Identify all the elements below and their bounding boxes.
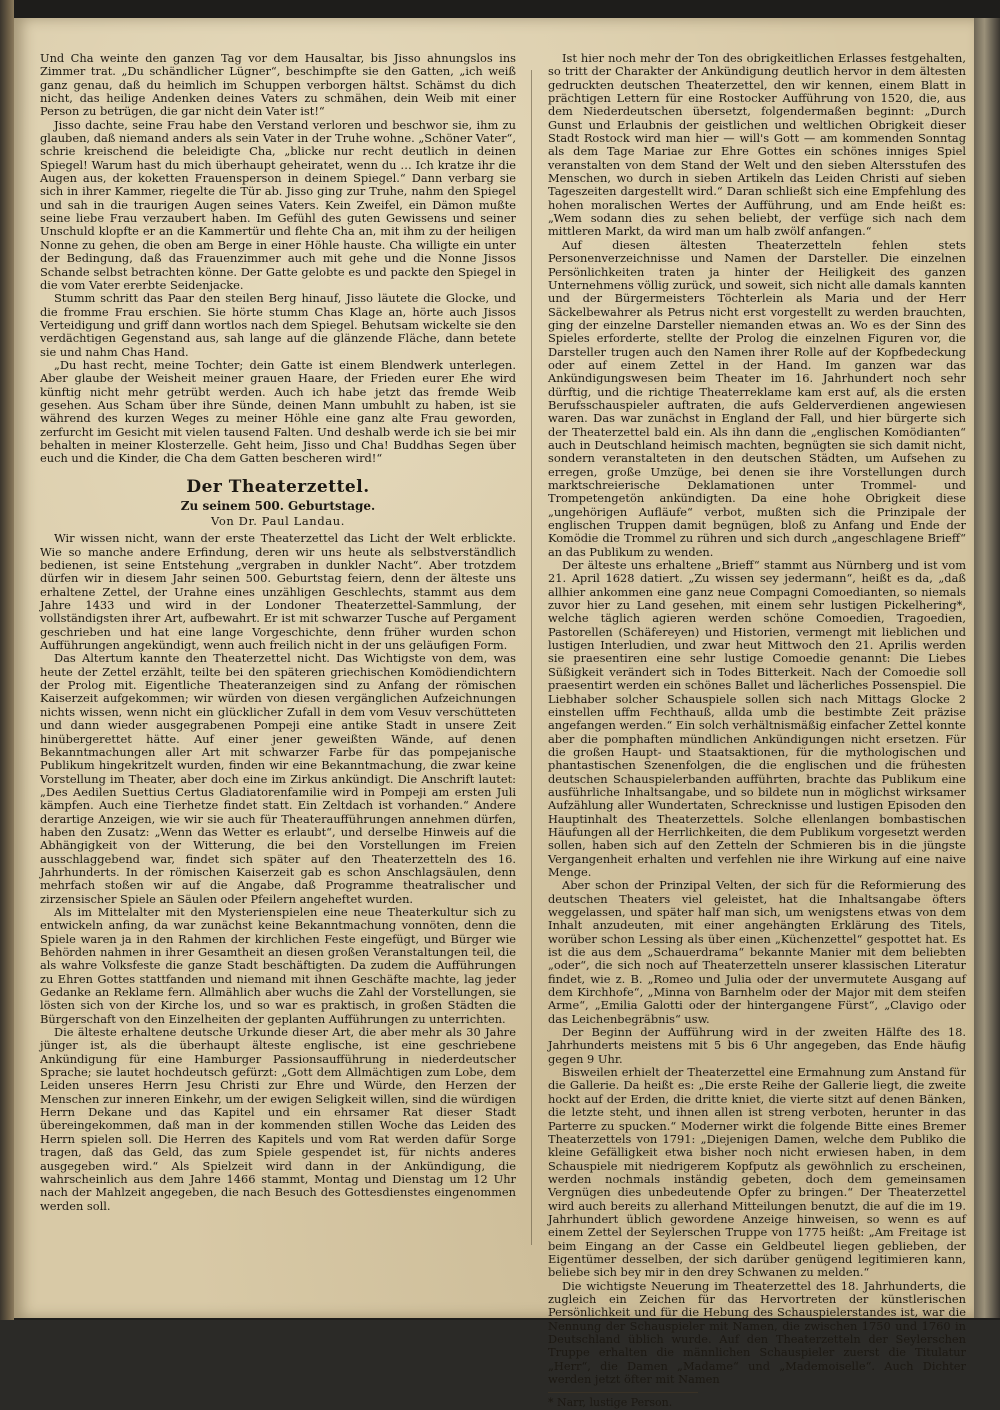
footnote: * Narr, lustige Person. [548, 1396, 673, 1410]
left-column [40, 52, 516, 1267]
page-edge [974, 18, 1000, 1318]
book-binding [0, 0, 14, 1320]
article-paragraph: Der Beginn der Aufführung wird in der zweiten Hälfte des 18. Jahrhunderts meistens mit 5 bis 6 Uhr angegeben, das Ende häufig gegen 9 Uhr. [548, 1025, 966, 1066]
story-paragraph: Stumm schritt das Paar den steilen Berg hinauf, Jisso läutete die Glocke, und die fromme Frau erschien. Sie hörte stumm Chas Klage an, hörte auch Jissos Verteidigung und griff dann wortlos nach dem Spiegel. Behutsam wickelte sie den verdächtigen Gegenstand aus, sah lange auf die glänzende Fläche, dann betete sie und nahm Chas Hand. [40, 291, 516, 359]
article-paragraph: Bisweilen erhielt der Theaterzettel eine Ermahnung zum Anstand für die Gallerie. Da heißt es: „Die erste Reihe der Gallerie liegt, die zweite hockt auf der Erden, die dritte kniet, die vierte sitzt auf denen Bänken, die letzte steht, und ihnen allen ist streng verboten, herunter in das Parterre zu spucken.“ Moderner wirkt die folgende Bitte eines Bremer Theaterzettels von 1791: „Diejenigen Damen, welche dem Publiko die kleine Gefälligkeit etwa bisher noch nicht erwiesen haben, in dem Schauspiele mit niedrigerem Kopfputz als gewöhnlich zu erscheinen, werden nochmals inständig gebeten, doch dem gemeinsamen Vergnügen dies unbedeutende Opfer zu bringen.“ Der Theaterzettel wird auch bereits zu allerhand Mitteilungen benutzt, die auf die im 19. Jahrhundert üblich gewordene Anzeige hinweisen, so wenn es auf einem Zettel der Seylerschen Truppe von 1775 heißt: „Am Freitage ist beim Eingang an der Casse ein Geldbeutel liegen geblieben, der Eigentümer desselben, der sich darüber genügend legitimieren kann, beliebe sich bey mir in den drey Schwanen zu melden.“ [548, 1065, 966, 1280]
article-subtitle: Zu seinem 500. Geburtstage. [180, 498, 376, 513]
story-paragraph: „Du hast recht, meine Tochter; dein Gatte ist einem Blendwerk unterlegen. Aber glaube der Weisheit meiner grauen Haare, der Frieden eurer Ehe wird künftig nicht mehr getrübt werden. Auch ich habe jetzt das fremde Weib gesehen. Aus Scham über ihre Sünde, deinen Mann umbuhlt zu haben, ist sie während des kurzen Weges zu meiner Höhle eine ganz alte Frau geworden, zerfurcht im Gesicht mit vielen tausend Falten. Und deshalb werde ich sie bei mir behalten in meiner Klosterzelle. Geht heim, Jisso und Cha! Buddhas Segen über euch und die Kinder, die Cha dem Gatten bescheren wird!“ [40, 357, 516, 466]
right-column [548, 51, 966, 1410]
article-paragraph: Das Altertum kannte den Theaterzettel nicht. Das Wichtigste von dem, was heute der Zettel erzählt, teilte bei den späteren griechischen Komödiendichtern der Prolog mit. Eigentliche Theateranzeigen sind zu Anfang der römischen Kaiserzeit aufgekommen; wir würden von diesen vergänglichen Aufzeichnungen nichts wissen, wenn nicht ein glücklicher Zufall in dem vom Vesuv verschütteten und dann wieder ausgegrabenen Pompeji eine antike Stadt in unsere Zeit hinübergerettet hätte. Auf einer jener geweißten Wände, auf denen Bekanntmachungen aller Art mit schwarzer Farbe für das pompejanische Publikum hingekritzelt wurden, finden wir eine Bekanntmachung, die zwar keine Vorstellung im Theater, aber doch eine im Zirkus ankündigt. Die Anschrift lautet: „Des Aedilen Suettius Certus Gladiatorenfamilie wird in Pompeji am ersten Juli kämpfen. Auch eine Tierhetze findet statt. Ein Zeltdach ist vorhanden.“ Andere derartige Anzeigen, wie wir sie auch für Theateraufführungen annehmen dürfen, haben den Zusatz: „Wenn das Wetter es erlaubt“, und derselbe Hinweis auf die Abhängigkeit von der Witterung, die bei den Vorstellungen im Freien ausschlaggebend war, findet sich später auf den Theaterzetteln des 16. Jahrhunderts. In der römischen Kaiserzeit gab es schon Anschlagsäulen, denn mehrfach stoßen wir auf die Angabe, daß Programme theatralischer und zirzensischer Spiele an Säulen oder Pfeilern angeheftet wurden. [40, 651, 516, 906]
article-paragraph: Aber schon der Prinzipal Velten, der sich für die Reformierung des deutschen Theaters viel geleistet, hat die Inhaltsangabe öfters weggelassen, und später half man sich, um wenigstens etwas von dem Inhalt anzudeuten, mit einer angehängten Erklärung des Titels, worüber schon Lessing als über einen „Küchenzettel“ gespottet hat. Es ist die aus dem „Schauerdrama“ bekannte Manier mit dem beliebten „oder“, die sich noch auf Theaterzetteln unserer klassischen Literatur findet, wie z. B. „Romeo und Julia oder der unvermutete Ausgang auf dem Kirchhofe“, „Minna von Barnhelm oder der Major mit dem steifen Arme“, „Emilia Galotti oder der hintergangene Fürst“, „Clavigo oder das Leichenbegräbnis“ usw. [548, 878, 966, 1026]
article-paragraph: Auf diesen ältesten Theaterzetteln fehlen stets Personenverzeichnisse und Namen der Darsteller. Die einzelnen Persönlichkeiten traten ja hinter der Heiligkeit des ganzen Unternehmens völlig zurück, und soweit, sich nicht alle damals kannten und der Bürgermeisters Töchterlein als Maria und der Herr Säckelbewahrer als Petrus nicht erst vorgestellt zu werden brauchten, ging der einzelne Darsteller niemanden etwas an. Wo es der Sinn des Spieles erforderte, stellte der Prolog die einzelnen Figuren vor, die Darsteller trugen auch den Namen ihrer Rolle auf der Kopfbedeckung oder auf einem Zettel in der Hand. Im ganzen war das Ankündigungswesen beim Theater im 16. Jahrhundert noch sehr dürftig, und die richtige Theaterreklame kam erst auf, als die ersten Berufsschauspieler auftraten, die aufs Gelderverdienen angewiesen waren. Das war zunächst in England der Fall, und hier bürgerte sich der Theaterzettel bald ein. Als ihn dann die „englischen Komödianten“ auch in Deutschland heimisch machten, begnügten sie sich damit nicht, sondern veranstalteten in den deutschen Städten, um Aufsehen zu erregen, große Umzüge, bei denen sie ihre Vorstellungen durch marktschreierische Deklamationen unter Trommel- und Trompetengetön ankündigten. Da eine hohe Obrigkeit diese „ungehörigen Aufläufe“ verbot, mußten sich die Prinzipale der englischen Truppen damit begnügen, bloß zu Anfang und Ende der Komödie die Trommel zu rühren und sich durch „angeschlagene Brieff“ an das Publikum zu wenden. [548, 237, 966, 559]
story-paragraph: Jisso dachte, seine Frau habe den Verstand verloren und beschwor sie, ihm zu glauben, daß niemand anders als sein Vater in der Truhe wohne. „Schöner Vater“, schrie kreischend die beleidigte Cha, „blicke nur recht deutlich in deinen Spiegel! Warum hast du mich überhaupt geheiratet, wenn du … Ich kratze ihr die Augen aus, der koketten Frauensperson in deinem Spiegel.“ Dann verbarg sie sich in ihrer Kammer, riegelte die Tür ab. Jisso ging zur Truhe, nahm den Spiegel und sah in die traurigen Augen seines Vaters. Kein Zweifel, ein Dämon mußte seine liebe Frau verzaubert haben. Im Gefühl des guten Gewissens und seiner Unschuld klopfte er an die Kammertür und flehte Cha an, mit ihm zu der heiligen Nonne zu gehen, die oben am Berge in einer Höhle hauste. Cha willigte ein unter der Bedingung, daß das Frauenzimmer auch mit gehe und die Nonne Jissos Schande selbst betrachten könne. Der Gatte gelobte es und packte den Spiegel in die vom Vater ererbte Seidenjacke. [40, 117, 516, 292]
column-divider [531, 70, 532, 1245]
footnote-rule [548, 1392, 698, 1393]
article-byline: Von Dr. Paul Landau. [211, 514, 345, 528]
article-paragraph: Die wichtigste Neuerung im Theaterzettel des 18. Jahrhunderts, die zugleich ein Zeichen für das Hervortreten der künstlerischen Persönlichkeit und für die Hebung des Schauspielerstandes ist, war die Nennung der Schauspieler mit Namen, die zwischen 1750 und 1760 in Deutschland üblich wurde. Auf den Theaterzetteln der Seylerschen Truppe erhalten die männlichen Schauspieler zuerst die Titulatur „Herr“, die Damen „Madame“ und „Mademoiselle“. Auch Dichter werden jetzt öfter mit Namen [548, 1278, 966, 1387]
article-paragraph: Als im Mittelalter mit den Mysterienspielen eine neue Theaterkultur sich zu entwickeln anfing, da war zunächst keine Bekanntmachung vonnöten, denn die Spiele waren ja in den Rahmen der kirchlichen Feste eingefügt, und Bürger wie Behörden nahmen in ihrer Gesamtheit an diesen großen Veranstaltungen teil, die als wahre Volksfeste die ganze Stadt beschäftigten. Da zudem die Aufführungen zu Ehren Gottes stattfanden und niemand mit ihnen Geschäfte machte, lag jeder Gedanke an Reklame fern. Allmählich aber wuchs die Zahl der Vorstellungen, sie lösten sich von der Kirche los, und so war es praktisch, in großen Städten die Bürgerschaft von den Einzelheiten der geplanten Aufführungen zu unterrichten. [40, 904, 516, 1026]
article-paragraph: Ist hier noch mehr der Ton des obrigkeitlichen Erlasses festgehalten, so tritt der Charakter der Ankündigung deutlich hervor in dem ältesten gedruckten deutschen Theaterzettel, den wir kennen, einem Blatt in prächtigen Lettern für eine Rostocker Aufführung von 1520, die, aus dem Niederdeutschen übersetzt, folgendermaßen beginnt: „Durch Gunst und Erlaubnis der geistlichen und weltlichen Obrigkeit dieser Stadt Rostock wird man hier — will's Gott — am kommenden Sonntag als dem Tage Mariae zur Ehre Gottes ein schönes inniges Spiel veranstalten von dem Stand der Welt und den sieben Altersstufen des Menschen, wo durch in sieben Artikeln das Leiden Christi auf sieben Tageszeiten dargestellt wird.“ Daran schließt sich eine Empfehlung des hohen moralischen Wertes der Aufführung, und am Ende heißt es: „Wem sodann dies zu sehen beliebt, der verfüge sich nach dem mittleren Markt, da wird man um halb zwölf anfangen.“ [548, 51, 966, 239]
article-paragraph: Wir wissen nicht, wann der erste Theaterzettel das Licht der Welt erblickte. Wie so manche andere Erfindung, deren wir uns heute als selbstverständlich bedienen, ist seine Entstehung „vergraben in dunkler Nacht“. Aber trotzdem dürfen wir in diesem Jahr seinen 500. Geburtstag feiern, denn der älteste uns erhaltene Zettel, der Urahne eines unzähligen Geschlechts, stammt aus dem Jahre 1433 und wird in der Londoner Theaterzettel-Sammlung, der vollständigsten ihrer Art, aufbewahrt. Er ist mit schwarzer Tusche auf Pergament geschrieben und hat eine lange Vorgeschichte, denn früher wurden schon Aufführungen angekündigt, wenn auch freilich nicht in der uns geläufigen Form. [40, 531, 516, 653]
article-paragraph: Der älteste uns erhaltene „Brieff“ stammt aus Nürnberg und ist vom 21. April 1628 datiert. „Zu wissen sey jedermann“, heißt es da, „daß allhier ankommen eine ganz neue Compagni Comoedianten, so niemals zuvor hier zu Land gesehen, mit einem sehr lustigen Pickelhering*, welche täglich agieren werden schöne Comoedien, Tragoedien, Pastorellen (Schäfereyen) und Historien, vermengt mit lieblichen und lustigen Interludien, und zwar heut Mittwoch den 21. Aprilis werden sie praesentiren eine sehr lustige Comoedie genannt: Die Liebes Süßigkeit verändert sich in Todes Bitterkeit. Nach der Comoedie soll praesentirt werden ein schönes Ballet und lächerliches Possenspiel. Die Liebhaber solcher Schauspiele sollen sich nach Mittags Glocke 2 einstellen uffm Fechthauß, allda umb die bestimbte Zeit präzise angefangen werden.“ Ein solch verhältnismäßig einfacher Zettel konnte aber die pomphaften mündlichen Ankündigungen nicht ersetzen. Für die großen Haupt- und Staatsaktionen, für die mythologischen und phantastischen Szenenfolgen, die die englischen und die frühesten deutschen Schauspielerbanden aufführten, brachte das Publikum eine ausführliche Inhaltsangabe, und so bildete nun in möglichst wirksamer Aufzählung aller Wundertaten, Schrecknisse und lustigen Episoden den Hauptinhalt des Theaterzettels. Solche ellenlangen bombastischen Häufungen all der Herrlichkeiten, die dem Publikum vorgesetzt werden sollen, haben sich auf den Zetteln der Schmieren bis in die jüngste Vergangenheit erhalten und verfehlen nie ihre Wirkung auf eine naive Menge. [548, 558, 966, 879]
article-title: Der Theaterzettel. [186, 476, 370, 497]
article-paragraph: Die älteste erhaltene deutsche Urkunde dieser Art, die aber mehr als 30 Jahre jünger ist, als die überhaupt älteste englische, ist eine geschriebene Ankündigung für eine Hamburger Passionsaufführung in niederdeutscher Sprache; sie lautet hochdeutsch gefürzt: „Gott dem Allmächtigen zum Lobe, dem Leiden unseres Herrn Jesu Christi zur Ehre und Würde, den Herzen der Menschen zur inneren Einkehr, um der ewigen Seligkeit willen, sind die würdigen Herrn Dekane und das Kapitel und ein ehrsamer Rat dieser Stadt übereingekommen, daß man in der kommenden stillen Woche das Leiden des Herrn spielen soll. Die Herren des Kapitels und vom Rat werden dafür Sorge tragen, daß das Geld, das zum Spiele gespendet ist, für nichts anderes ausgegeben wird.“ Als Spielzeit wird dann in der Ankündigung, die wahrscheinlich aus dem Jahre 1466 stammt, Montag und Dienstag um 12 Uhr nach der Mahlzeit angegeben, die nach Besuch des Gottesdienstes eingenommen werden soll. [40, 1025, 516, 1213]
story-paragraph: Und Cha weinte den ganzen Tag vor dem Hausaltar, bis Jisso ahnungslos ins Zimmer trat. „Du schändlicher Lügner“, beschimpfte sie den Gatten, „ich weiß ganz genau, daß du heimlich im Schuppen verborgen hältst. Schämst du dich nicht, das heilige Andenken deines Vaters zu schmähen, dein Weib mit einer Person zu betrügen, die gar nicht dein Vater ist!“ [40, 51, 516, 119]
